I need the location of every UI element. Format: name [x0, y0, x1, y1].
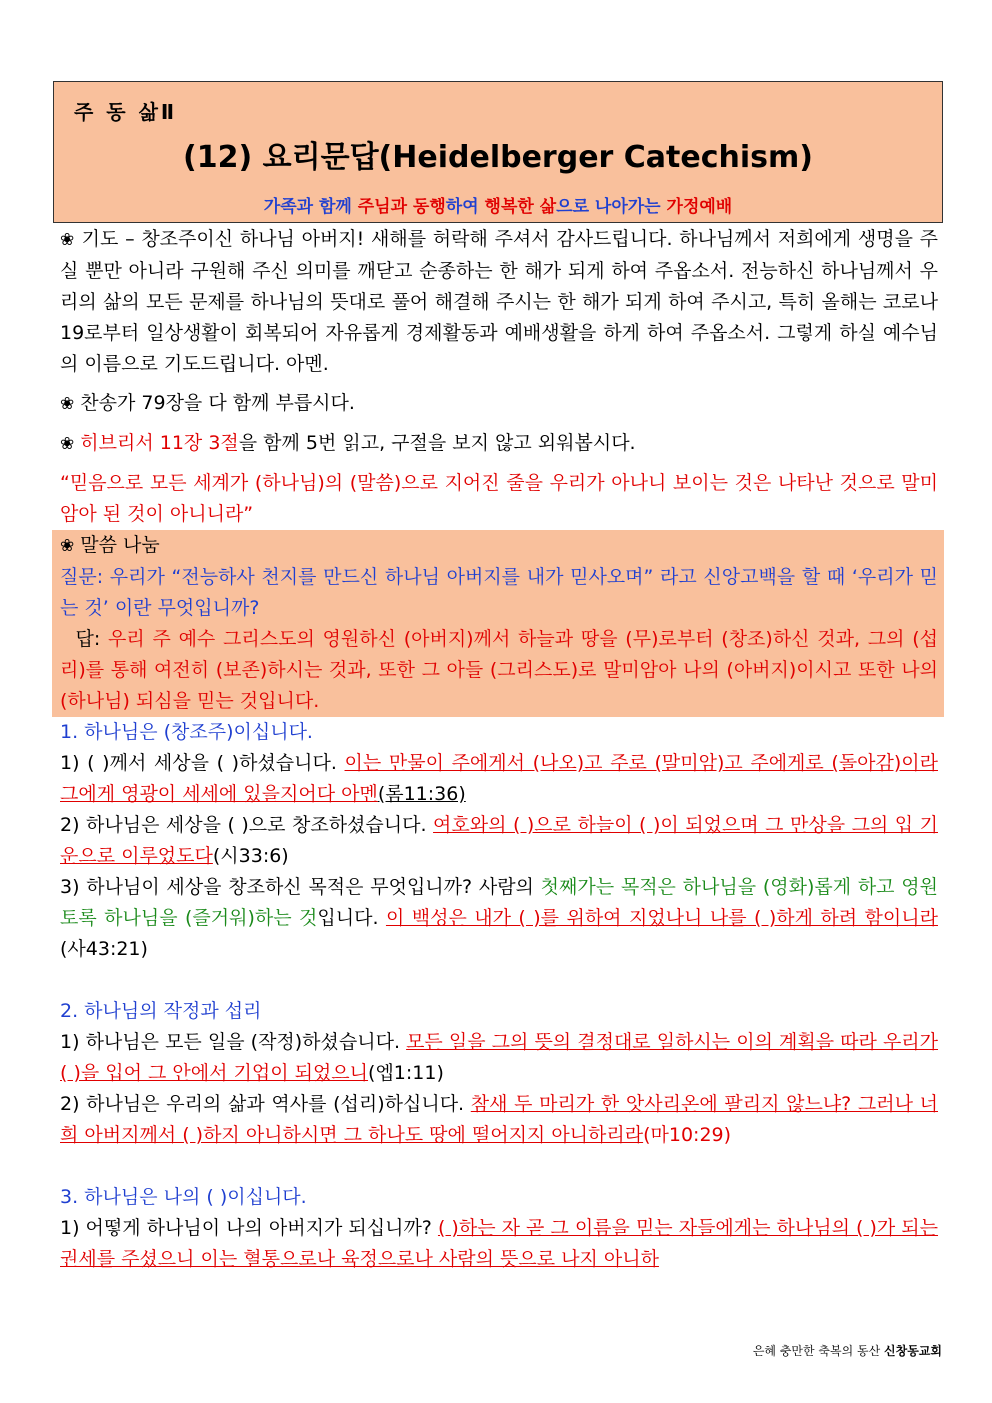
section1-heading: 1. 하나님은 (창조주)이십니다.: [60, 721, 313, 743]
reading-line: ❀ 히브리서 11장 3절을 함께 5번 읽고, 구절을 보지 않고 외워봅시다.: [60, 432, 636, 454]
flower-bullet-icon: ❀: [60, 434, 75, 454]
sharing-question: 질문: 우리가 “전능하사 천지를 만드신 하나님 아버지를 내가 믿사오며” 라고 신앙고백을 할 때 ‘우리가 믿는 것’ 이란 무엇입니까?: [60, 566, 938, 619]
section2-heading: 2. 하나님의 작정과 섭리: [60, 1000, 262, 1022]
section1-item3: 3) 하나님이 세상을 창조하신 목적은 무엇입니까? 사람의 첫째가는 목적은 하나님을 (영화)롭게 하고 영원토록 하나님을 (즐거워)하는 것입니다. 이 백성은 내가 ( )를 위하여 지었나니 나를 ( )하게 하려 함이니라(사43:21): [60, 876, 939, 960]
flower-bullet-icon: ❀: [60, 230, 75, 250]
worship-body: [60, 224, 938, 1275]
series-label: 주 동 삶Ⅱ: [74, 100, 178, 124]
subtitle: 가족과 함께 주님과 동행하여 행복한 삶으로 나아가는 가정예배: [263, 197, 733, 217]
church-name: 신창동교회: [884, 1344, 942, 1358]
section1-item1: 1) ( )께서 세상을 ( )하셨습니다. 이는 만물이 주에게서 (나오)고 주로 (말미암)고 주에게로 (돌아감)이라 그에게 영광이 세세에 있을지어다 아멘(롬11:36): [60, 752, 938, 805]
flower-bullet-icon: ❀: [60, 536, 75, 556]
section3-heading: 3. 하나님은 나의 ( )이십니다.: [60, 1186, 307, 1208]
sharing-answer: 답: 우리 주 예수 그리스도의 영원하신 (아버지)께서 하늘과 땅을 (무)로부터 (창조)하신 것과, 그의 (섭리)를 통해 여전히 (보존)하시는 것과, 또한 그 아들 (그리스도)로 말미암아 나의 (아버지)이시고 또한 나의 (하나님) 되심을 믿는 것입니다.: [60, 628, 938, 712]
section3-item1: 1) 어떻게 하나님이 나의 아버지가 되십니까? ( )하는 자 곧 그 이름을 믿는 자들에게는 하나님의 ( )가 되는 권세를 주셨으니 이는 혈통으로나 육정으로나 사람의 뜻으로 나지 아니하: [60, 1217, 939, 1270]
hymn-line: ❀ 찬송가 79장을 다 함께 부릅시다.: [60, 392, 355, 414]
section2-item2: 2) 하나님은 우리의 삶과 역사를 (섭리)하십니다. 참새 두 마리가 한 앗사리온에 팔리지 않느냐? 그러나 너희 아버지께서 ( )하지 아니하시면 그 하나도 땅에 떨어지지 아니하리라(마10:29): [60, 1093, 938, 1146]
prayer-paragraph: ❀ 기도 – 창조주이신 하나님 아버지! 새해를 허락해 주셔서 감사드립니다. 하나님께서 저희에게 생명을 주실 뿐만 아니라 구원해 주신 의미를 깨닫고 순종하는 한 해가 되게 하여 주옵소서. 전능하신 하나님께서 우리의 삶의 모든 문제를 하나님의 뜻대로 풀어 해결해 주시는 한 해가 되게 하여 주시고, 특히 올해는 코로나19로부터 일상생활이 회복되어 자유롭게 경제활동과 예배생활을 하게 하여 주옵소서. 그렇게 하실 예수님의 이름으로 기도드립니다. 아멘.: [60, 228, 939, 375]
flower-bullet-icon: ❀: [60, 394, 75, 414]
footer: 은혜 충만한 축복의 동산 신창동교회: [752, 1344, 942, 1358]
section1-item2: 2) 하나님은 세상을 ( )으로 창조하셨습니다. 여호와의 ( )으로 하늘이 ( )이 되었으며 그 만상을 그의 입 기운으로 이루었도다(시33:6): [60, 814, 938, 867]
title-box: [53, 81, 943, 223]
section2-item1: 1) 하나님은 모든 일을 (작정)하셨습니다. 모든 일을 그의 뜻의 결정대로 일하시는 이의 계획을 따라 우리가 ( )을 입어 그 안에서 기업이 되었으니(엡1:11): [60, 1031, 939, 1084]
sharing-heading: ❀ 말씀 나눔: [60, 534, 160, 556]
page-title: (12) 요리문답(Heidelberger Catechism): [183, 140, 813, 175]
memory-verse: “믿음으로 모든 세계가 (하나님)의 (말씀)으로 지어진 줄을 우리가 아나니 보이는 것은 나타난 것으로 말미암아 된 것이 아니니라”: [60, 472, 938, 525]
sharing-box: [52, 530, 944, 717]
